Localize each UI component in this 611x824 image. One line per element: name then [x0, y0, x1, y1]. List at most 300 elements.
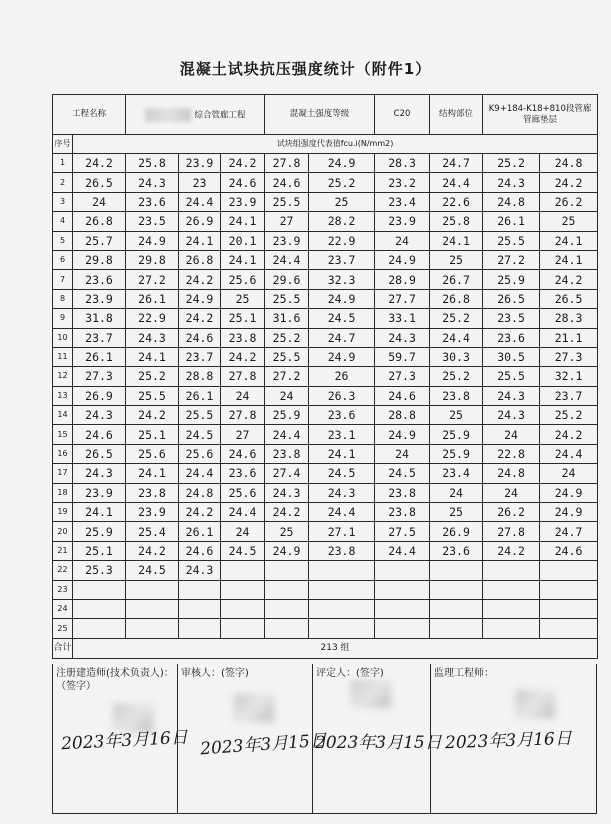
- row-index: 9: [53, 309, 73, 328]
- strength-value: 24.8: [179, 483, 221, 502]
- strength-value: 25.5: [265, 192, 309, 211]
- strength-value: 25: [540, 212, 598, 231]
- strength-value: 24.9: [375, 425, 430, 444]
- strength-value: 20.1: [221, 231, 265, 250]
- strength-value: 24.9: [126, 231, 179, 250]
- strength-value: 24.4: [309, 503, 375, 522]
- strength-value: [483, 619, 540, 638]
- strength-value: 23.8: [265, 444, 309, 463]
- strength-value: 27.3: [73, 367, 126, 386]
- strength-value: 24.1: [126, 347, 179, 366]
- strength-value: 28.2: [309, 212, 375, 231]
- row-index: 23: [53, 580, 73, 599]
- table-row: [53, 289, 598, 308]
- strength-value: 26.5: [540, 289, 598, 308]
- row-index: 17: [53, 464, 73, 483]
- strength-value: [73, 619, 126, 638]
- strength-value: 25.6: [221, 483, 265, 502]
- strength-value: 24.1: [540, 250, 598, 269]
- strength-value: 27: [221, 425, 265, 444]
- strength-value: [540, 599, 598, 618]
- strength-value: 24.9: [540, 503, 598, 522]
- strength-value: [126, 580, 179, 599]
- table-row: [53, 212, 598, 231]
- strength-value: 24: [540, 464, 598, 483]
- strength-value: 24.1: [221, 250, 265, 269]
- strength-value: 24.6: [540, 541, 598, 560]
- strength-value: 28.9: [375, 270, 430, 289]
- row-index: 22: [53, 561, 73, 580]
- strength-value: 24.2: [483, 541, 540, 560]
- strength-value: 25: [430, 406, 483, 425]
- strength-value: 24.1: [73, 503, 126, 522]
- strength-value: 29.6: [265, 270, 309, 289]
- strength-value: [430, 619, 483, 638]
- strength-value: 25.7: [73, 231, 126, 250]
- strength-value: 30.5: [483, 347, 540, 366]
- strength-value: 24: [221, 522, 265, 541]
- signature-label: 监理工程师：: [434, 668, 494, 679]
- strength-value: 23.6: [483, 328, 540, 347]
- strength-value: 24.2: [179, 309, 221, 328]
- strength-value: 23.8: [221, 328, 265, 347]
- strength-value: 25.1: [126, 425, 179, 444]
- strength-value: 26.5: [73, 444, 126, 463]
- strength-value: 23.7: [309, 250, 375, 269]
- strength-value: 26.3: [309, 386, 375, 405]
- strength-value: [375, 619, 430, 638]
- strength-value: 24.2: [221, 347, 265, 366]
- strength-value: 23.1: [309, 425, 375, 444]
- strength-value: 27.3: [375, 367, 430, 386]
- strength-value: 21.1: [540, 328, 598, 347]
- strength-value: 23.9: [221, 192, 265, 211]
- strength-value: 25.5: [126, 386, 179, 405]
- strength-value: [309, 619, 375, 638]
- strength-value: 26.8: [179, 250, 221, 269]
- signature-builder: [53, 664, 189, 814]
- strength-value: 23.9: [179, 154, 221, 173]
- signature-label: 评定人：(签字): [316, 668, 384, 679]
- strength-value: 24: [483, 425, 540, 444]
- strength-value: 24: [375, 444, 430, 463]
- strength-value: 28.3: [375, 154, 430, 173]
- row-index: 12: [53, 367, 73, 386]
- strength-value: 25.3: [73, 561, 126, 580]
- strength-value: 32.3: [309, 270, 375, 289]
- redacted-signature: [515, 690, 555, 718]
- strength-value: [221, 561, 265, 580]
- strength-value: 24.6: [375, 386, 430, 405]
- strength-value: 23.7: [179, 347, 221, 366]
- strength-value: 26: [309, 367, 375, 386]
- strength-value: [179, 580, 221, 599]
- strength-value: [265, 599, 309, 618]
- redacted-signature: [351, 680, 391, 708]
- strength-value: 26.5: [73, 173, 126, 192]
- strength-value: 25.2: [265, 328, 309, 347]
- strength-value: 28.8: [179, 367, 221, 386]
- strength-value: 24.2: [73, 154, 126, 173]
- strength-value: 24.1: [179, 231, 221, 250]
- table-row: [53, 192, 598, 211]
- strength-value: 25: [309, 192, 375, 211]
- strength-value: 24.4: [265, 425, 309, 444]
- strength-value: 25.9: [430, 425, 483, 444]
- strength-value: 27.3: [540, 347, 598, 366]
- strength-value: 24.6: [179, 328, 221, 347]
- signature-supervisor: [430, 664, 598, 814]
- strength-value: 24.8: [483, 464, 540, 483]
- table-row: [53, 580, 598, 599]
- strength-value: [179, 619, 221, 638]
- strength-value: 25.9: [430, 444, 483, 463]
- strength-value: 24.1: [126, 464, 179, 483]
- table-row: [53, 270, 598, 289]
- strength-value: 25: [265, 522, 309, 541]
- strength-value: 22.8: [483, 444, 540, 463]
- strength-value: 24.3: [309, 483, 375, 502]
- strength-value: 23.7: [540, 386, 598, 405]
- row-index: 15: [53, 425, 73, 444]
- strength-value: [309, 580, 375, 599]
- strength-value: 25.9: [483, 270, 540, 289]
- strength-value: 24.5: [221, 541, 265, 560]
- strength-value: 24.5: [179, 425, 221, 444]
- strength-value: 25.2: [540, 406, 598, 425]
- strength-value: 33.1: [375, 309, 430, 328]
- grade-label: 混凝土强度等级: [265, 95, 375, 135]
- strength-value: 23.8: [126, 483, 179, 502]
- signature-date: 2023年3月16日: [60, 727, 189, 755]
- strength-value: 24.1: [540, 231, 598, 250]
- row-index: 1: [53, 154, 73, 173]
- strength-value: 22.9: [126, 309, 179, 328]
- strength-value: 24.2: [540, 270, 598, 289]
- strength-value: 24.3: [73, 464, 126, 483]
- strength-value: 25.5: [483, 367, 540, 386]
- sub-header-row: [53, 135, 598, 154]
- strength-value: [430, 599, 483, 618]
- strength-value: 26.9: [73, 386, 126, 405]
- strength-value: 24.3: [73, 406, 126, 425]
- strength-value: 25.5: [179, 406, 221, 425]
- header-row: [53, 95, 598, 135]
- project-name-label: 工程名称: [53, 95, 126, 135]
- strength-value: 23.9: [73, 289, 126, 308]
- strength-value: 25.6: [126, 444, 179, 463]
- strength-value: 26.2: [540, 192, 598, 211]
- strength-value: [375, 599, 430, 618]
- signature-label: 注册建造师(技术负责人)：（签字）: [56, 668, 174, 692]
- strength-value: 23.8: [375, 483, 430, 502]
- strength-value: 23.5: [126, 212, 179, 231]
- signature-date: 2023年3月16日: [444, 728, 573, 754]
- strength-value: 27.5: [375, 522, 430, 541]
- index-label: 序号: [53, 135, 73, 154]
- strength-value: 24.4: [430, 173, 483, 192]
- strength-value: 25.9: [265, 406, 309, 425]
- strength-value: 24.9: [179, 289, 221, 308]
- strength-value: 24.3: [375, 328, 430, 347]
- strength-value: 26.1: [483, 212, 540, 231]
- strength-value: 24.2: [126, 406, 179, 425]
- row-index: 24: [53, 599, 73, 618]
- strength-value: 24.9: [540, 483, 598, 502]
- strength-value: 28.8: [375, 406, 430, 425]
- strength-value: 24.9: [375, 250, 430, 269]
- table-row: [53, 561, 598, 580]
- table-row: [53, 347, 598, 366]
- strength-value: 23: [179, 173, 221, 192]
- table-row: [53, 386, 598, 405]
- strength-value: 27: [265, 212, 309, 231]
- table-row: [53, 483, 598, 502]
- strength-value: 25.8: [126, 154, 179, 173]
- strength-value: 24.3: [126, 328, 179, 347]
- strength-value: 24.4: [221, 503, 265, 522]
- strength-value: 24: [430, 483, 483, 502]
- strength-value: 24.4: [179, 464, 221, 483]
- strength-value: 24.5: [309, 464, 375, 483]
- row-index: 5: [53, 231, 73, 250]
- table-row: [53, 619, 598, 638]
- strength-value: [430, 561, 483, 580]
- strength-value: 25.2: [430, 367, 483, 386]
- signature-evaluator: [312, 664, 442, 814]
- table-row: [53, 231, 598, 250]
- row-index: 20: [53, 522, 73, 541]
- strength-value: 23.6: [126, 192, 179, 211]
- strength-value: 24.2: [540, 173, 598, 192]
- strength-value: 25.6: [221, 270, 265, 289]
- signature-area: [52, 664, 597, 814]
- strength-value: 26.2: [483, 503, 540, 522]
- strength-value: 24: [375, 231, 430, 250]
- strength-value: 26.1: [73, 347, 126, 366]
- strength-value: 27.8: [221, 406, 265, 425]
- strength-value: [540, 619, 598, 638]
- table-row: [53, 464, 598, 483]
- strength-value: [221, 619, 265, 638]
- strength-value: 25.8: [430, 212, 483, 231]
- strength-value: [540, 580, 598, 599]
- strength-value: [73, 580, 126, 599]
- strength-value: 24.9: [309, 154, 375, 173]
- strength-value: 25.5: [265, 289, 309, 308]
- strength-value: 26.8: [73, 212, 126, 231]
- strength-value: 24.7: [309, 328, 375, 347]
- strength-value: 23.8: [309, 541, 375, 560]
- strength-value: 59.7: [375, 347, 430, 366]
- strength-value: 26.5: [483, 289, 540, 308]
- strength-value: [309, 561, 375, 580]
- strength-value: 25.1: [73, 541, 126, 560]
- strength-value: 28.3: [540, 309, 598, 328]
- strength-value: 22.6: [430, 192, 483, 211]
- table-row: [53, 154, 598, 173]
- strength-value: 24.3: [179, 561, 221, 580]
- strength-value: 23.4: [430, 464, 483, 483]
- strength-value: 24.1: [430, 231, 483, 250]
- strength-value: 29.8: [73, 250, 126, 269]
- row-index: 8: [53, 289, 73, 308]
- strength-value: 27.2: [265, 367, 309, 386]
- strength-value: 31.8: [73, 309, 126, 328]
- strength-value: 25.4: [126, 522, 179, 541]
- row-index: 19: [53, 503, 73, 522]
- strength-value: 25: [430, 250, 483, 269]
- strength-value: 25: [430, 503, 483, 522]
- table-row: [53, 309, 598, 328]
- strength-value: 25.2: [483, 154, 540, 173]
- total-value: 213 组: [73, 638, 598, 658]
- strength-value: 31.6: [265, 309, 309, 328]
- strength-value: 24.5: [375, 464, 430, 483]
- table-row: [53, 599, 598, 618]
- strength-value: 24.5: [309, 309, 375, 328]
- strength-value: [483, 561, 540, 580]
- project-name-value: 综合管廊工程: [126, 95, 265, 135]
- strength-value: 23.6: [221, 464, 265, 483]
- strength-value: 24.9: [265, 541, 309, 560]
- strength-value: 26.1: [179, 386, 221, 405]
- page-title: 混凝土试块抗压强度统计（附件1）: [179, 60, 432, 78]
- strength-value: 27.8: [483, 522, 540, 541]
- strength-value: [483, 580, 540, 599]
- strength-value: 30.3: [430, 347, 483, 366]
- strength-value: 27.8: [221, 367, 265, 386]
- strength-value: 25.1: [221, 309, 265, 328]
- signature-reviewer: [177, 664, 328, 814]
- strength-value: 24.3: [126, 173, 179, 192]
- strength-value: [375, 561, 430, 580]
- row-index: 2: [53, 173, 73, 192]
- strength-value: 24.2: [179, 270, 221, 289]
- redacted-signature: [234, 694, 274, 722]
- strength-label: 试块组强度代表值fcu.i(N/mm2): [73, 135, 598, 154]
- strength-value: 27.2: [126, 270, 179, 289]
- strength-value: 23.9: [265, 231, 309, 250]
- strength-value: 24.2: [221, 154, 265, 173]
- strength-value: 24.3: [483, 406, 540, 425]
- grade-value: C20: [375, 95, 430, 135]
- table-row: [53, 406, 598, 425]
- strength-value: 24.6: [265, 173, 309, 192]
- strength-value: 24: [221, 386, 265, 405]
- strength-value: 24.2: [179, 503, 221, 522]
- table-row: [53, 522, 598, 541]
- strength-value: 24.7: [540, 522, 598, 541]
- strength-value: 24.4: [375, 541, 430, 560]
- strength-value: 24.4: [265, 250, 309, 269]
- strength-value: 26.8: [430, 289, 483, 308]
- strength-value: 26.1: [179, 522, 221, 541]
- strength-value: 26.9: [430, 522, 483, 541]
- row-index: 14: [53, 406, 73, 425]
- strength-value: 26.1: [126, 289, 179, 308]
- strength-value: 25.2: [430, 309, 483, 328]
- strength-value: 24.4: [540, 444, 598, 463]
- row-index: 21: [53, 541, 73, 560]
- total-label: 合计: [53, 638, 73, 658]
- strength-value: 24.6: [221, 173, 265, 192]
- strength-value: 23.6: [430, 541, 483, 560]
- row-index: 25: [53, 619, 73, 638]
- row-index: 18: [53, 483, 73, 502]
- table-row: [53, 425, 598, 444]
- row-index: 13: [53, 386, 73, 405]
- strength-value: 23.9: [126, 503, 179, 522]
- strength-value: [265, 561, 309, 580]
- strength-value: 29.8: [126, 250, 179, 269]
- strength-value: 25.5: [483, 231, 540, 250]
- signature-date: 2023年3月15日: [199, 730, 328, 760]
- table-row: [53, 444, 598, 463]
- table-row: [53, 250, 598, 269]
- strength-value: 24.2: [540, 425, 598, 444]
- strength-value: 24.9: [309, 289, 375, 308]
- strength-value: [265, 619, 309, 638]
- strength-value: 24.5: [126, 561, 179, 580]
- strength-value: 25: [221, 289, 265, 308]
- table-row: [53, 173, 598, 192]
- strength-value: 24.8: [540, 154, 598, 173]
- strength-value: [179, 599, 221, 618]
- strength-value: [540, 561, 598, 580]
- strength-value: 22.9: [309, 231, 375, 250]
- strength-value: 24.2: [126, 541, 179, 560]
- strength-value: 23.8: [430, 386, 483, 405]
- strength-value: 24.7: [430, 154, 483, 173]
- strength-value: 24.2: [265, 503, 309, 522]
- strength-value: 24.4: [430, 328, 483, 347]
- table-row: [53, 328, 598, 347]
- table-row: [53, 367, 598, 386]
- total-row: [53, 638, 598, 658]
- strength-value: 32.1: [540, 367, 598, 386]
- row-index: 6: [53, 250, 73, 269]
- strength-value: 24.6: [179, 541, 221, 560]
- strength-value: 24.1: [221, 212, 265, 231]
- strength-value: 25.5: [265, 347, 309, 366]
- strength-value: [221, 580, 265, 599]
- part-value: K9+184-K18+810段管廊 管廊垫层: [483, 95, 598, 135]
- strength-value: 23.2: [375, 173, 430, 192]
- strength-value: [309, 599, 375, 618]
- strength-value: 23.9: [375, 212, 430, 231]
- strength-value: 25.9: [73, 522, 126, 541]
- strength-value: [221, 599, 265, 618]
- part-label: 结构部位: [430, 95, 483, 135]
- strength-value: 26.9: [179, 212, 221, 231]
- row-index: 7: [53, 270, 73, 289]
- strength-value: 24.4: [179, 192, 221, 211]
- strength-value: 24.3: [483, 386, 540, 405]
- strength-value: 23.6: [73, 270, 126, 289]
- strength-value: [265, 580, 309, 599]
- strength-value: 24.6: [73, 425, 126, 444]
- signature-date: 2023年3月15日: [315, 733, 442, 753]
- strength-value: [430, 580, 483, 599]
- strength-value: 23.4: [375, 192, 430, 211]
- signature-label: 审核人：(签字): [181, 668, 249, 679]
- strength-value: 26.7: [430, 270, 483, 289]
- row-index: 11: [53, 347, 73, 366]
- strength-value: 25.6: [179, 444, 221, 463]
- strength-value: 24: [483, 483, 540, 502]
- strength-value: [126, 619, 179, 638]
